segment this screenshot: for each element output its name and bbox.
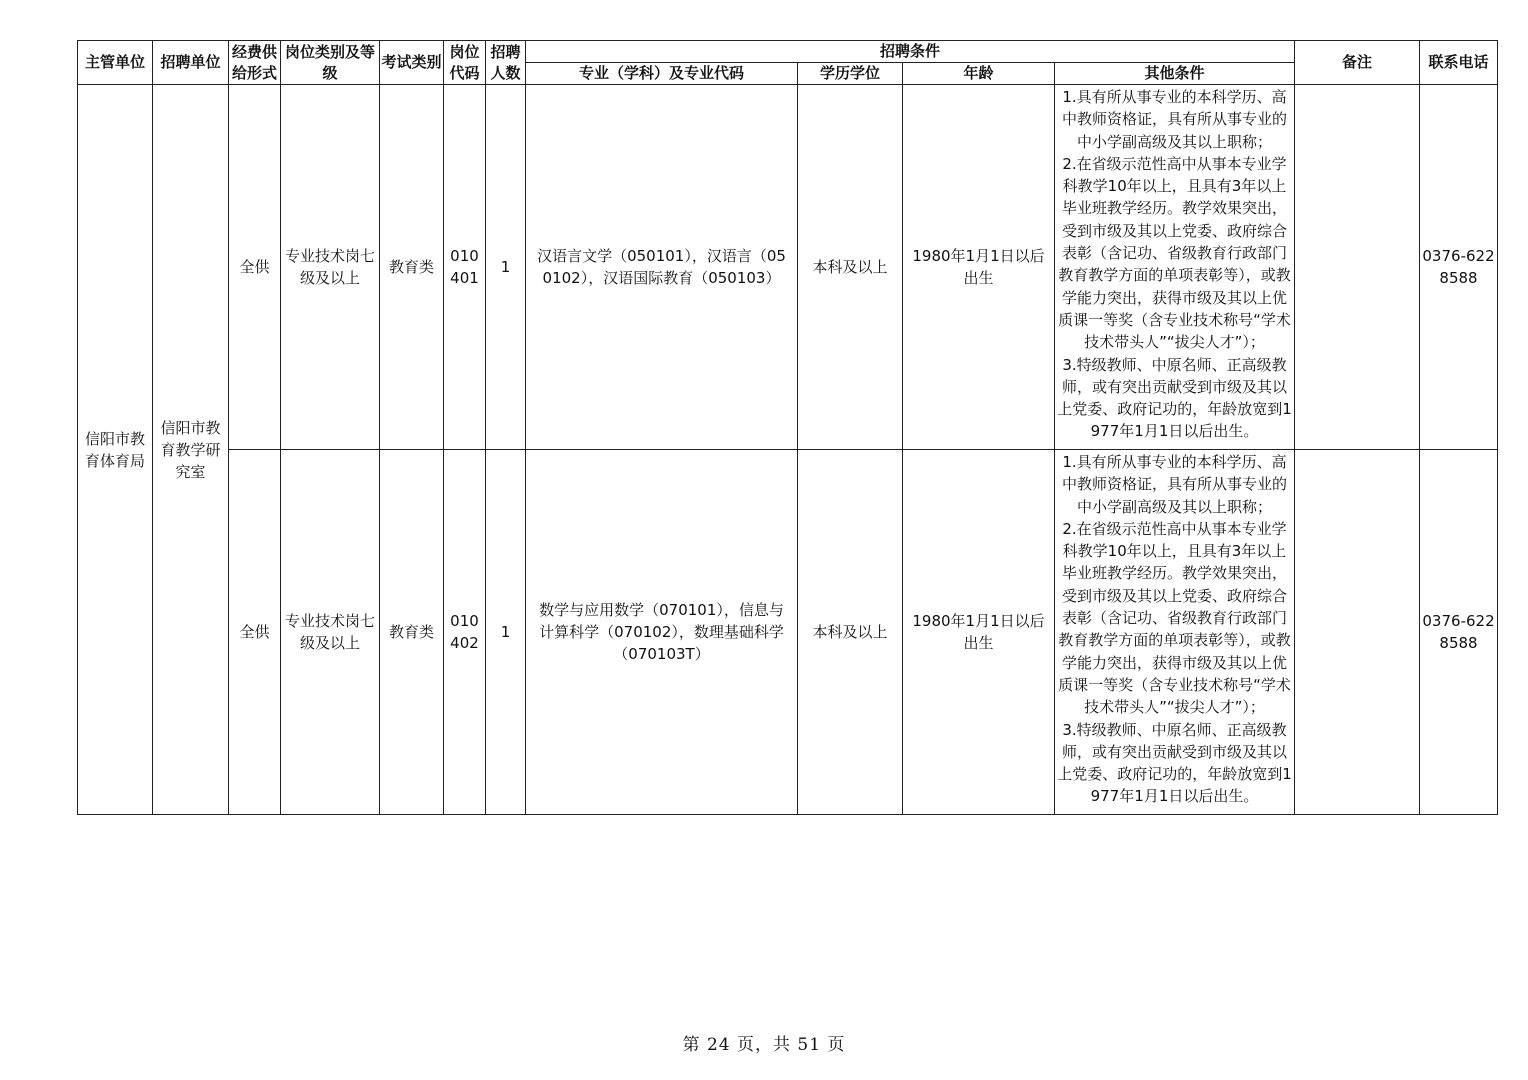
headcount-cell: 1 (486, 450, 526, 815)
phone-cell: 0376-6228588 (1420, 450, 1498, 815)
headcount-cell: 1 (486, 85, 526, 450)
header-other: 其他条件 (1055, 63, 1295, 85)
age-cell: 1980年1月1日以后出生 (903, 85, 1055, 450)
page-number-footer: 第 24 页，共 51 页 (682, 1035, 846, 1055)
major-cell: 数学与应用数学（070101），信息与计算科学（070102），数理基础科学（070103T） (526, 450, 798, 815)
degree-cell: 本科及以上 (798, 85, 903, 450)
funding-cell: 全供 (229, 85, 281, 450)
post-type-cell: 专业技术岗七级及以上 (281, 450, 380, 815)
header-funding: 经费供给形式 (229, 41, 281, 85)
header-post-code: 岗位代码 (444, 41, 486, 85)
header-remarks: 备注 (1295, 41, 1420, 85)
age-cell: 1980年1月1日以后出生 (903, 450, 1055, 815)
exam-type-cell: 教育类 (380, 450, 444, 815)
remarks-cell (1295, 85, 1420, 450)
major-cell: 汉语言文学（050101），汉语言（050102），汉语国际教育（050103） (526, 85, 798, 450)
supervisor-cell: 信阳市教育体育局 (78, 85, 153, 815)
header-row-1 (78, 41, 1498, 63)
table-row (78, 85, 1498, 450)
other-conditions-cell (1055, 85, 1295, 450)
post-code-cell: 010402 (444, 450, 486, 815)
header-headcount: 招聘人数 (486, 41, 526, 85)
other-conditions-text: 1.具有所从事专业的本科学历、高中教师资格证，具有所从事专业的中小学副高级及其以上职称； 2.在省级示范性高中从事本专业学科教学10年以上，且具有3年以上毕业班教学经历。教学效果突出，受到市级及其以上党委、政府综合表彰（含记功、省级教育行政部门教育教学方面的单项表彰等），或教学能力突出，获得市级及其以上优质课一等奖（含专业技术称号“学术技术带头人”“拔尖人才”）； 3.特级教师、中原名师、正高级教师，或有突出贡献受到市级及其以上党委、政府记功的，年龄放宽到1977年1月1日以后出生。 (1057, 88, 1292, 441)
table-row (78, 450, 1498, 815)
degree-cell: 本科及以上 (798, 450, 903, 815)
header-age: 年龄 (903, 63, 1055, 85)
other-conditions-cell (1055, 450, 1295, 815)
funding-cell: 全供 (229, 450, 281, 815)
header-post-type: 岗位类别及等级 (281, 41, 380, 85)
header-employer: 招聘单位 (153, 41, 229, 85)
header-phone: 联系电话 (1420, 41, 1498, 85)
header-degree: 学历学位 (798, 63, 903, 85)
exam-type-cell: 教育类 (380, 85, 444, 450)
employer-cell: 信阳市教育教学研究室 (153, 85, 229, 815)
post-code-cell: 010401 (444, 85, 486, 450)
other-conditions-text: 1.具有所从事专业的本科学历、高中教师资格证，具有所从事专业的中小学副高级及其以上职称； 2.在省级示范性高中从事本专业学科教学10年以上，且具有3年以上毕业班教学经历。教学效果突出，受到市级及其以上党委、政府综合表彰（含记功、省级教育行政部门教育教学方面的单项表彰等），或教学能力突出，获得市级及其以上优质课一等奖（含专业技术称号“学术技术带头人”“拔尖人才”）； 3.特级教师、中原名师、正高级教师，或有突出贡献受到市级及其以上党委、政府记功的，年龄放宽到1977年1月1日以后出生。 (1057, 453, 1292, 806)
recruitment-table (77, 40, 1498, 815)
header-major: 专业（学科）及专业代码 (526, 63, 798, 85)
header-conditions: 招聘条件 (526, 41, 1295, 63)
phone-cell: 0376-6228588 (1420, 85, 1498, 450)
remarks-cell (1295, 450, 1420, 815)
header-supervisor: 主管单位 (78, 41, 153, 85)
post-type-cell: 专业技术岗七级及以上 (281, 85, 380, 450)
header-exam-type: 考试类别 (380, 41, 444, 85)
